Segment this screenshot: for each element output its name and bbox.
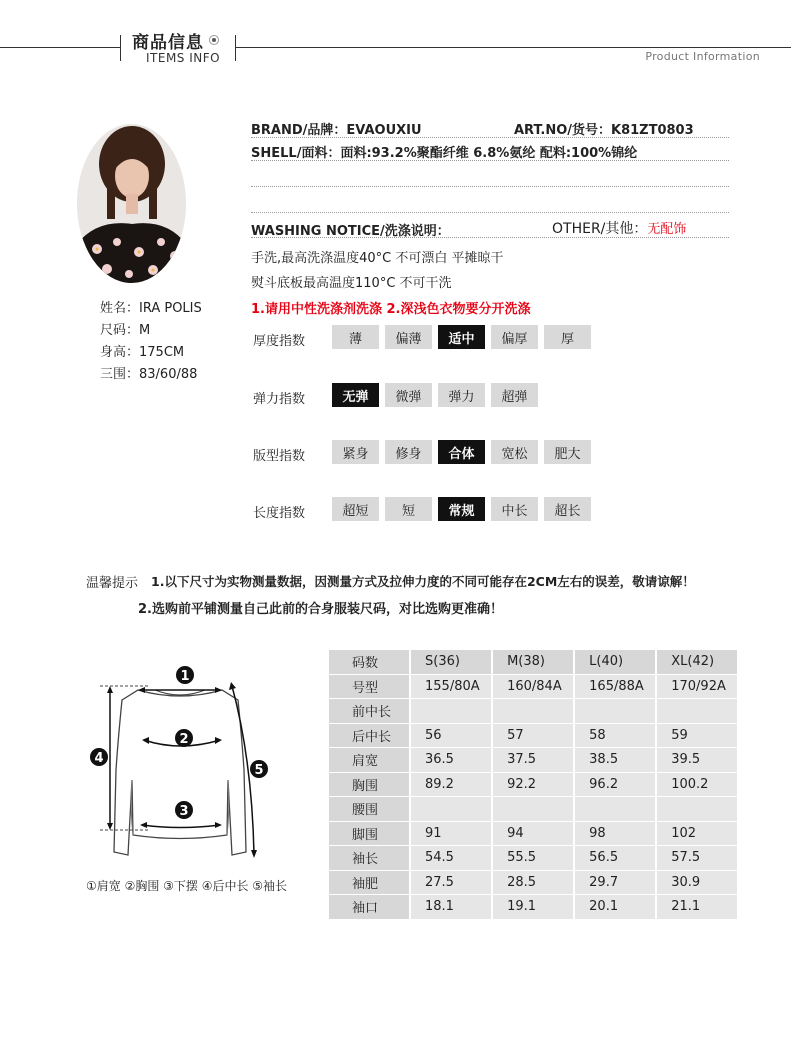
size-table-cell: 36.5 [411, 748, 493, 773]
size-table-cell: 19.1 [493, 895, 575, 920]
size-table-body [329, 650, 737, 920]
fit-option: 修身 [385, 440, 432, 464]
size-table-row-label: 前中长 [329, 699, 411, 724]
target-dot-icon [209, 35, 219, 45]
elasticity-option: 弹力 [438, 383, 485, 407]
fit-option: 肥大 [544, 440, 591, 464]
size-table-row [329, 797, 737, 822]
size-table-row-label: 袖口 [329, 895, 411, 920]
header-tick-right [235, 35, 236, 61]
product-information-caption: Product Information [645, 50, 760, 63]
size-table-cell: 94 [493, 822, 575, 847]
marker-4-label: 4 [94, 751, 104, 766]
size-table-cell: 160/84A [493, 675, 575, 700]
size-table-row-label: 肩宽 [329, 748, 411, 773]
thickness-option: 偏薄 [385, 325, 432, 349]
size-table-cell: 56 [411, 724, 493, 749]
elasticity-option-selected: 无弹 [332, 383, 379, 407]
size-table-cell: 27.5 [411, 871, 493, 896]
length-option-selected: 常规 [438, 497, 485, 521]
size-table-row [329, 748, 737, 773]
size-table-cell: 92.2 [493, 773, 575, 798]
brand-text: BRAND/品牌：EVAOUXIU [251, 123, 422, 138]
model-size: 尺码：M [100, 323, 151, 338]
size-table-row-label: 袖长 [329, 846, 411, 871]
size-table-cell: 37.5 [493, 748, 575, 773]
size-table-cell: 39.5 [657, 748, 737, 773]
size-table-cell [411, 699, 493, 724]
size-table-cell: 100.2 [657, 773, 737, 798]
marker-2-label: 2 [179, 732, 189, 747]
size-table-row [329, 822, 737, 847]
header-rule-right [235, 47, 791, 48]
size-table-row [329, 724, 737, 749]
size-table-cell: 91 [411, 822, 493, 847]
thickness-option: 薄 [332, 325, 379, 349]
size-table-cell: 165/88A [575, 675, 657, 700]
article-number: ART.NO/货号：K81ZT0803 [514, 123, 694, 138]
size-table-cell: 96.2 [575, 773, 657, 798]
elasticity-option: 超弹 [491, 383, 538, 407]
length-option: 超短 [332, 497, 379, 521]
size-table-row-label: 号型 [329, 675, 411, 700]
section-title: 商品信息 [132, 33, 204, 53]
thickness-option: 厚 [544, 325, 591, 349]
fit-option: 宽松 [491, 440, 538, 464]
header-tick-left [120, 35, 121, 61]
fit-index-scale [332, 440, 591, 464]
size-table-row [329, 773, 737, 798]
size-table-header-row [329, 650, 737, 675]
model-illustration [77, 124, 186, 283]
size-table-cell [411, 797, 493, 822]
length-index-scale [332, 497, 591, 521]
marker-4 [90, 748, 108, 766]
size-table-cell: 98 [575, 822, 657, 847]
divider [251, 160, 729, 161]
size-table-row [329, 699, 737, 724]
size-table-row [329, 871, 737, 896]
marker-5 [250, 760, 268, 778]
shell-material: SHELL/面料：面料:93.2%聚酯纤维 6.8%氨纶 配料:100%锦纶 [251, 146, 638, 161]
divider [251, 212, 729, 213]
thickness-index-label: 厚度指数 [253, 334, 306, 349]
elasticity-index-label: 弹力指数 [253, 392, 306, 407]
size-table-row-label: 脚围 [329, 822, 411, 847]
model-height: 身高：175CM [100, 345, 185, 360]
size-table-cell: 38.5 [575, 748, 657, 773]
measurement-diagram [80, 660, 280, 870]
size-table-cell [493, 797, 575, 822]
size-table-row-label: 袖肥 [329, 871, 411, 896]
elasticity-option: 微弹 [385, 383, 432, 407]
length-option: 超长 [544, 497, 591, 521]
size-table-cell: 21.1 [657, 895, 737, 920]
washing-notice-title: WASHING NOTICE/洗涤说明： [251, 224, 450, 239]
model-photo [77, 124, 186, 283]
size-table-row-label: 胸围 [329, 773, 411, 798]
washing-line-1: 手洗,最高洗涤温度40°C 不可漂白 平摊晾干 [251, 251, 504, 266]
size-table-header-cell: S(36) [411, 650, 493, 675]
size-table-cell: 57 [493, 724, 575, 749]
model-measurements: 三围：83/60/88 [100, 367, 198, 382]
header-rule-left [0, 47, 120, 48]
size-table-row [329, 675, 737, 700]
size-table-cell: 59 [657, 724, 737, 749]
length-option: 短 [385, 497, 432, 521]
size-table-cell: 89.2 [411, 773, 493, 798]
size-table-header-cell: L(40) [575, 650, 657, 675]
size-table-cell [575, 699, 657, 724]
model-name: 姓名：IRA POLIS [100, 301, 202, 316]
marker-1-label: 1 [180, 669, 190, 684]
size-table-header-cell: 码数 [329, 650, 411, 675]
size-table-row-label: 后中长 [329, 724, 411, 749]
marker-2 [175, 729, 193, 747]
garment-outline [114, 690, 246, 855]
marker-5-label: 5 [254, 763, 264, 778]
size-table-cell [657, 797, 737, 822]
size-table-cell: 58 [575, 724, 657, 749]
tip-line-1: 1.以下尺寸为实物测量数据，因测量方式及拉伸力度的不同可能存在2CM左右的误差，敬请谅解！ [151, 574, 695, 589]
divider [251, 186, 729, 187]
marker-1 [176, 666, 194, 684]
size-table-row [329, 846, 737, 871]
washing-warning: 1.请用中性洗涤剂洗涤 2.深浅色衣物要分开洗涤 [251, 302, 531, 317]
size-table-cell [493, 699, 575, 724]
size-table-cell: 56.5 [575, 846, 657, 871]
length-option: 中长 [491, 497, 538, 521]
section-subtitle: ITEMS INFO [146, 51, 221, 65]
other-info [552, 218, 686, 238]
tip-label: 温馨提示 [86, 576, 139, 591]
size-table-cell: 54.5 [411, 846, 493, 871]
fit-option-selected: 合体 [438, 440, 485, 464]
size-table-header-cell: XL(42) [657, 650, 737, 675]
washing-line-2: 熨斗底板最高温度110°C 不可干洗 [251, 276, 452, 291]
size-table [329, 650, 737, 920]
size-table-cell: 20.1 [575, 895, 657, 920]
size-table-cell: 155/80A [411, 675, 493, 700]
tip-line-2: 2.选购前平铺测量自己此前的合身服装尺码，对比选购更准确！ [138, 602, 503, 617]
measurement-legend: ①肩宽 ②胸围 ③下摆 ④后中长 ⑤袖长 [86, 879, 288, 893]
fit-index-label: 版型指数 [253, 449, 306, 464]
size-table-header-cell: M(38) [493, 650, 575, 675]
length-index-label: 长度指数 [253, 506, 306, 521]
size-table-cell: 18.1 [411, 895, 493, 920]
size-table-cell: 57.5 [657, 846, 737, 871]
size-table-cell [575, 797, 657, 822]
thickness-option: 偏厚 [491, 325, 538, 349]
size-table-cell: 55.5 [493, 846, 575, 871]
thickness-index-scale [332, 325, 591, 349]
divider [251, 137, 729, 138]
other-label: OTHER/其他： [552, 221, 648, 237]
fit-option: 紧身 [332, 440, 379, 464]
other-value: 无配饰 [647, 222, 687, 237]
size-table-cell: 102 [657, 822, 737, 847]
size-table-cell [657, 699, 737, 724]
size-table-cell: 29.7 [575, 871, 657, 896]
size-table-cell: 170/92A [657, 675, 737, 700]
marker-3-label: 3 [179, 804, 189, 819]
size-table-row-label: 腰围 [329, 797, 411, 822]
size-table-cell: 28.5 [493, 871, 575, 896]
thickness-option-selected: 适中 [438, 325, 485, 349]
marker-3 [175, 801, 193, 819]
divider [251, 237, 729, 238]
size-table-cell: 30.9 [657, 871, 737, 896]
elasticity-index-scale [332, 383, 538, 407]
size-table-row [329, 895, 737, 920]
